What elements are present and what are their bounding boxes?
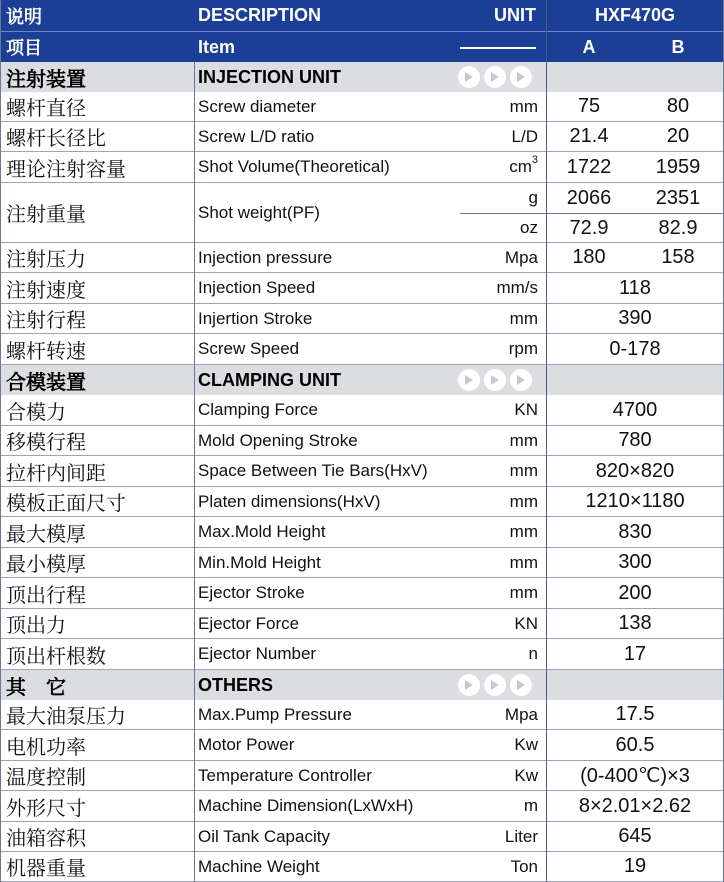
- row-cn-label: 理论注射容量: [6, 156, 126, 181]
- row-unit: mm: [509, 308, 538, 328]
- chevron-right-icon: [510, 369, 532, 391]
- row-unit: mm: [509, 522, 538, 541]
- row-en-label: Space Between Tie Bars(HxV): [198, 461, 428, 480]
- chevron-right-icon: [510, 674, 532, 696]
- header-row-1: [0, 0, 724, 31]
- row-unit: mm: [509, 461, 538, 480]
- row-en-label: Min.Mold Height: [198, 552, 321, 572]
- table-row: [0, 183, 724, 243]
- row-cn-label: 移模行程: [6, 430, 86, 454]
- row-en-label: Injection pressure: [198, 247, 333, 267]
- row-unit: KN: [514, 613, 538, 633]
- row-en-label: Machine Weight: [198, 856, 320, 876]
- row-cn-label: 温度控制: [6, 765, 86, 789]
- row-en-label: Temperature Controller: [198, 765, 372, 785]
- table-row: [0, 852, 724, 882]
- header-variant-a: A: [582, 36, 596, 57]
- row-en-label: Motor Power: [198, 735, 295, 754]
- table-row: [0, 487, 724, 517]
- row-unit: n: [528, 644, 538, 663]
- row-cn-label: 顶出力: [6, 613, 66, 637]
- header-item: Item: [198, 36, 236, 57]
- row-value: 8×2.01×2.62: [578, 794, 692, 817]
- row-cn-label: 螺杆长径比: [6, 126, 106, 150]
- header-unit-divider: [460, 47, 536, 49]
- unit-text: cm: [509, 157, 532, 176]
- row-cn-label: 模板正面尺寸: [6, 491, 126, 515]
- row-value: 1210×1180: [585, 490, 685, 512]
- row-unit: Mpa: [504, 704, 538, 724]
- chevron-right-icon: [510, 66, 532, 88]
- row-unit: mm: [509, 96, 538, 116]
- row-unit: mm: [509, 491, 538, 511]
- table-row: [0, 639, 724, 670]
- row-unit: mm: [509, 430, 538, 450]
- row-en-label: Max.Pump Pressure: [198, 704, 352, 724]
- row-unit-oz: oz: [520, 218, 538, 237]
- row-unit: Kw: [514, 735, 538, 754]
- row-value: 19: [623, 855, 647, 877]
- header-variant-b: B: [671, 36, 685, 57]
- table-row: [0, 609, 724, 639]
- section-clamping-en: CLAMPING UNIT: [198, 369, 341, 390]
- row-value: 830: [618, 520, 652, 543]
- row-value-b-g: 2351: [655, 186, 701, 209]
- row-value-a: 21.4: [569, 125, 609, 147]
- row-unit: mm: [509, 583, 538, 602]
- table-row: [0, 92, 724, 122]
- row-unit: m: [523, 796, 538, 815]
- section-arrows: [458, 66, 532, 88]
- grid-line-after-cn: [194, 62, 195, 882]
- row-en-label: Screw L/D ratio: [198, 126, 315, 146]
- section-arrows: [458, 369, 532, 391]
- row-en-label: Injection Speed: [198, 278, 316, 297]
- row-cn-label: 螺杆直径: [6, 96, 86, 120]
- row-unit-g: g: [528, 188, 538, 207]
- row-cn-label: 注射行程: [6, 308, 86, 332]
- table-row: [0, 761, 724, 791]
- table-row: [0, 334, 724, 365]
- table-row: [0, 122, 724, 152]
- row-en-label: Platen dimensions(HxV): [198, 491, 381, 511]
- row-en-label: Machine Dimension(LxWxH): [198, 796, 414, 815]
- row-en-label: Shot Volume(Theoretical): [198, 157, 390, 176]
- table-row: [0, 152, 724, 183]
- unit-superscript: 3: [531, 154, 538, 166]
- row-cn-label: 顶出行程: [6, 582, 86, 607]
- table-row: [0, 426, 724, 456]
- row-value-b: 158: [661, 246, 695, 268]
- table-row: [0, 517, 724, 548]
- table-row: [0, 730, 724, 761]
- header-model: HXF470G: [594, 5, 676, 25]
- row-value-b: 80: [666, 95, 690, 117]
- row-en-label: Injertion Stroke: [198, 308, 313, 328]
- row-unit: L/D: [511, 126, 538, 146]
- section-arrows: [458, 674, 532, 696]
- row-cn-label: 最小模厚: [6, 552, 86, 576]
- row-cn-label: 机器重量: [6, 856, 86, 880]
- header-cn: 说明: [6, 6, 42, 28]
- row-value: 820×820: [595, 459, 675, 482]
- row-value-a-g: 2066: [566, 186, 612, 209]
- table-row: [0, 700, 724, 730]
- chevron-right-icon: [484, 674, 506, 696]
- row-value-a: 180: [572, 246, 606, 268]
- row-en-label: Ejector Number: [198, 644, 317, 663]
- row-cn-label: 最大模厚: [6, 521, 86, 546]
- table-row: [0, 273, 724, 304]
- row-cn-label: 注射压力: [6, 247, 86, 271]
- table-row: [0, 578, 724, 609]
- row-cn-label: 外形尺寸: [6, 795, 86, 820]
- row-cn-label: 合模力: [6, 399, 66, 424]
- row-cn-label: 注射重量: [6, 202, 86, 226]
- row-value-b: 20: [666, 125, 690, 147]
- section-others-en: OTHERS: [198, 674, 274, 695]
- row-en-label: Mold Opening Stroke: [198, 430, 358, 450]
- row-cn-label: 最大油泵压力: [6, 704, 126, 728]
- row-value: 645: [618, 825, 652, 847]
- row-value: 4700: [612, 398, 658, 421]
- row-en-label: Clamping Force: [198, 400, 318, 419]
- chevron-right-icon: [458, 674, 480, 696]
- row-value-a: 75: [577, 95, 601, 117]
- row-value: 200: [618, 581, 652, 604]
- row-en-label: Oil Tank Capacity: [198, 826, 330, 846]
- row-en-label: Ejector Force: [198, 613, 300, 633]
- table-row: [0, 548, 724, 578]
- section-others-cn: 其 它: [6, 674, 66, 699]
- row-value: 138: [618, 612, 652, 634]
- table-row: [0, 243, 724, 273]
- row-unit: rpm: [508, 339, 538, 358]
- row-value: 390: [618, 307, 652, 329]
- row-value-a-oz: 72.9: [569, 216, 609, 239]
- row-cn-label: 拉杆内间距: [6, 460, 106, 485]
- row-cn-label: 顶出杆根数: [6, 643, 106, 668]
- row-value-b: 1959: [655, 155, 701, 178]
- row-unit: Liter: [504, 826, 538, 846]
- chevron-right-icon: [484, 369, 506, 391]
- row-en-label: Shot weight(PF): [198, 202, 320, 222]
- chevron-right-icon: [484, 66, 506, 88]
- section-injection: [0, 62, 724, 92]
- row-value-a: 1722: [566, 155, 612, 178]
- grid-line-left-edge: [0, 0, 1, 882]
- row-unit: Ton: [510, 856, 538, 876]
- table-row: [0, 822, 724, 852]
- row-value: 0-178: [609, 337, 661, 360]
- header-description: DESCRIPTION: [198, 5, 322, 25]
- row-value: 17.5: [615, 703, 655, 725]
- row-cn-label: 螺杆转速: [6, 338, 86, 363]
- table-row: [0, 791, 724, 822]
- row-value: 300: [618, 551, 652, 573]
- row-value: (0-400℃)×3: [580, 765, 690, 787]
- row-value: 118: [619, 276, 651, 299]
- row-en-label: Ejector Stroke: [198, 583, 305, 602]
- row-en-label: Max.Mold Height: [198, 522, 326, 541]
- row-unit: mm/s: [496, 278, 538, 297]
- row-cn-label: 电机功率: [6, 734, 86, 759]
- row-unit: Mpa: [504, 247, 538, 267]
- row-unit: Kw: [514, 765, 538, 785]
- row-value: 60.5: [615, 733, 655, 756]
- header-unit: UNIT: [494, 5, 536, 25]
- row-unit: KN: [514, 400, 538, 419]
- row-value: 780: [618, 429, 652, 451]
- row-en-label: Screw Speed: [198, 339, 300, 358]
- row-unit: [460, 152, 546, 182]
- section-clamping: [0, 365, 724, 395]
- grid-line-after-unit: [546, 0, 547, 882]
- row-cn-label: 油箱容积: [6, 826, 86, 850]
- chevron-right-icon: [458, 66, 480, 88]
- row-en-label: Screw diameter: [198, 96, 317, 116]
- section-injection-cn: 注射装置: [6, 66, 86, 91]
- section-injection-en: INJECTION UNIT: [198, 66, 342, 87]
- section-clamping-cn: 合模装置: [6, 369, 86, 394]
- header-row-2: [0, 31, 724, 62]
- row-cn-label: 注射速度: [6, 277, 86, 302]
- row-value: 17: [623, 642, 647, 665]
- row-unit: mm: [509, 552, 538, 572]
- table-row: [0, 304, 724, 334]
- section-others: [0, 670, 724, 700]
- table-row: [0, 395, 724, 426]
- row-value-b-oz: 82.9: [658, 216, 698, 239]
- table-row: [0, 456, 724, 487]
- chevron-right-icon: [458, 369, 480, 391]
- header-cn-item: 项目: [6, 38, 42, 59]
